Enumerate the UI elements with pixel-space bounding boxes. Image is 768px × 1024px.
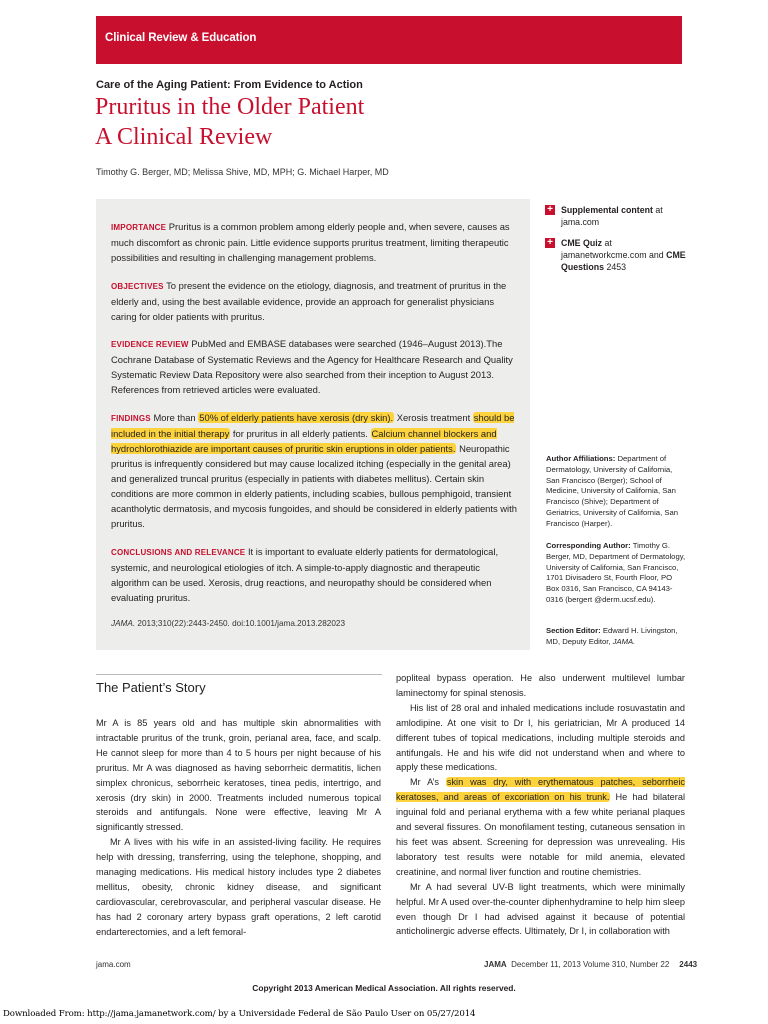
highlight: 50% of elderly patients have xerosis (dry skin). (199, 412, 394, 423)
abstract-conclusions (111, 544, 521, 605)
highlight: Calcium channel blockers and hydrochlorothiazide are important causes of pruritic skin eruptions in older patients. (111, 428, 497, 454)
affiliations-text: Department of Dermatology, University of California, San Francisco (Berger); School of Medicine, University of California, San Francisco (Shive); Department of Geriatrics, University of California, San Francisco (Harper). (546, 454, 679, 528)
section-editor (546, 626, 686, 648)
evidence-text: PubMed and EMBASE databases were searched (1946–August 2013).The Cochrane Database of Systematic Reviews and the Agency for Healthcare Research and Quality Systematic Review Data Repository were also searched from their inception to August 2013. References from retrieved articles were evaluated. (111, 338, 513, 395)
plus-icon: + (545, 238, 555, 248)
findings-label: FINDINGS (111, 414, 151, 423)
importance-text: Pruritus is a common problem among elderly people and, when severe, causes as much discomfort as chronic pain. Little evidence supports pruritus treatment, limiting therapeutic possibilities and resulting in challenging management problems. (111, 221, 510, 263)
footer-site[interactable]: jama.com (96, 960, 131, 969)
abstract-box (96, 199, 530, 650)
findings-text: for pruritus in all elderly patients. (232, 428, 368, 439)
cme-text: at jamanetworkcme.com and (561, 238, 664, 260)
cme-quiz-link[interactable] (545, 237, 695, 273)
editor-label: Section Editor: (546, 626, 601, 635)
corresponding-label: Corresponding Author: (546, 541, 631, 550)
conclusions-text: It is important to evaluate elderly patients for dermatological, systemic, and neurological etiologies of itch. A simple-to-apply diagnostic and therapeutic algorithm can be used. Xerosis, drug reactions, and neuropathy should be considered when evaluating pruritus. (111, 546, 499, 603)
abstract-findings (111, 410, 521, 531)
download-notice: Downloaded From: http://jama.jamanetwork.com/ by a Universidade Federal de São Paulo User on 05/27/2014 (3, 1009, 476, 1019)
findings-text: More than (153, 412, 196, 423)
abstract-evidence (111, 336, 521, 397)
section-label: Clinical Review & Education (105, 32, 257, 44)
paragraph: Mr A is 85 years old and has multiple skin abnormalities with intractable pruritus of the trunk, groin, perianal area, face, and scalp. He cannot sleep for more than 4 to 5 hours per night because of his pruritus. Mr A was diagnosed as having seborrheic dermatitis, lichen simplex chronicus, seborrheic keratoses, tinea pedis, intertrigo, and xerosis (dry skin) in 2000. Treatments included numerous topical steroids and antifungals. None were effective, leaving Mr A significantly stressed. (96, 718, 381, 833)
page-number: 2443 (679, 960, 698, 969)
left-column (96, 716, 381, 940)
importance-label: IMPORTANCE (111, 223, 167, 232)
cme-questions-label: CME Questions (561, 250, 686, 272)
copyright: Copyright 2013 American Medical Association. All rights reserved. (252, 983, 516, 993)
highlight: should be included in the initial therapy (111, 412, 515, 439)
affiliations-label: Author Affiliations: (546, 454, 616, 463)
abstract-importance (111, 219, 521, 265)
findings-text: Neuropathic pruritus is infrequently considered but may cause localized itching (especially in the genital area) and generalized truncal pruritus (especially in patients with diabetes mellitus). Certain skin conditions are more common in elderly patients, including scabies, bullous pemphigoid, transient acantholytic dermatosis, and mycosis fungoides, and should be considered in elderly patients with pruritus. (111, 443, 517, 529)
right-column (396, 671, 685, 939)
footer-issue (484, 960, 697, 969)
article-title: Pruritus in the Older Patient (95, 94, 365, 120)
section-banner (96, 16, 682, 64)
corresponding-author (546, 541, 686, 606)
editor-journal: JAMA. (612, 636, 636, 646)
cme-label: CME Quiz (561, 238, 603, 248)
supplemental-link[interactable] (545, 204, 695, 228)
paragraph: Mr A lives with his wife in an assisted-living facility. He requires help with dressing, transferring, using the telephone, shopping, and managing medications. His medical history includes type 2 diabetes mellitus, obesity, chronic kidney disease, and significant cardiovascular, cerebrovascular, and peripheral vascular disease. He has had 2 coronary artery bypass graft operations, 2 left carotid endarterectomies, and a left femoral- (96, 837, 381, 937)
paragraph: popliteal bypass operation. He also underwent multilevel lumbar laminectomy for spinal stenosis. (396, 673, 685, 698)
corresponding-text: Timothy G. Berger, MD, Department of Dermatology, University of California, San Francisco, 1701 Divisadero St, Fourth Floor, PO Box 0316, San Francisco, CA 94143-0316 (bergert @derm.ucsf.edu). (546, 541, 686, 604)
abstract-objectives (111, 278, 521, 324)
paragraph-text: Mr A’s (410, 777, 439, 788)
supplemental-label: Supplemental content (561, 205, 653, 215)
citation (111, 619, 345, 628)
cme-questions-number: 2453 (606, 262, 627, 272)
paragraph-text: He had bilateral inguinal fold and perianal erythema with a few white perianal plaques and several fissures. On monofilament testing, cutaneous sensation in his feet was absent. Screening for depression was unrevealing. His laboratory test results were notable for mild anemia, elevated creatinine, and normal liver function and routine chemistries. (396, 792, 685, 877)
supplemental-text: at jama.com (561, 205, 663, 227)
objectives-label: OBJECTIVES (111, 282, 164, 291)
footer-journal: JAMA (484, 960, 507, 969)
footer-issue-text: December 11, 2013 Volume 310, Number 22 (511, 960, 670, 969)
author-affiliations (546, 454, 686, 530)
section-divider (96, 674, 382, 675)
highlight: skin was dry, with erythematous patches, seborrheic keratoses, and areas of excoriation on his trunk. (396, 777, 685, 803)
conclusions-label: CONCLUSIONS AND RELEVANCE (111, 548, 246, 557)
citation-journal: JAMA. (111, 619, 136, 628)
series-title: Care of the Aging Patient: From Evidence to Action (96, 79, 363, 91)
paragraph: His list of 28 oral and inhaled medications include rosuvastatin and amlodipine. At one visit to Dr I, his geriatrician, Mr A produced 14 different tubes of topical medications, including multiple steroids and antifungals. He and his wife did not understand when and where to apply these medications. (396, 702, 685, 773)
author-list: Timothy G. Berger, MD; Melissa Shive, MD, MPH; G. Michael Harper, MD (96, 167, 389, 177)
evidence-label: EVIDENCE REVIEW (111, 340, 189, 349)
paragraph (396, 775, 685, 879)
section-heading: The Patient’s Story (96, 680, 206, 695)
citation-text: 2013;310(22):2443-2450. doi:10.1001/jama.2013.282023 (137, 619, 345, 628)
editor-text: Edward H. Livingston, MD, Deputy Editor, (546, 626, 678, 646)
plus-icon: + (545, 205, 555, 215)
objectives-text: To present the evidence on the etiology, diagnosis, and treatment of pruritus in the elderly and, using the best available evidence, provide an approach for generalist physicians caring for older patients with pruritus. (111, 280, 507, 322)
findings-text: Xerosis treatment (396, 412, 471, 423)
article-subtitle: A Clinical Review (95, 124, 273, 150)
paragraph: Mr A had several UV-B light treatments, which were minimally helpful. Mr A used over-the-counter diphenhydramine to help him sleep even though Dr I had advised against it because of potential anticholinergic adverse effects. Ultimately, Dr I, in collaboration with (396, 881, 685, 937)
